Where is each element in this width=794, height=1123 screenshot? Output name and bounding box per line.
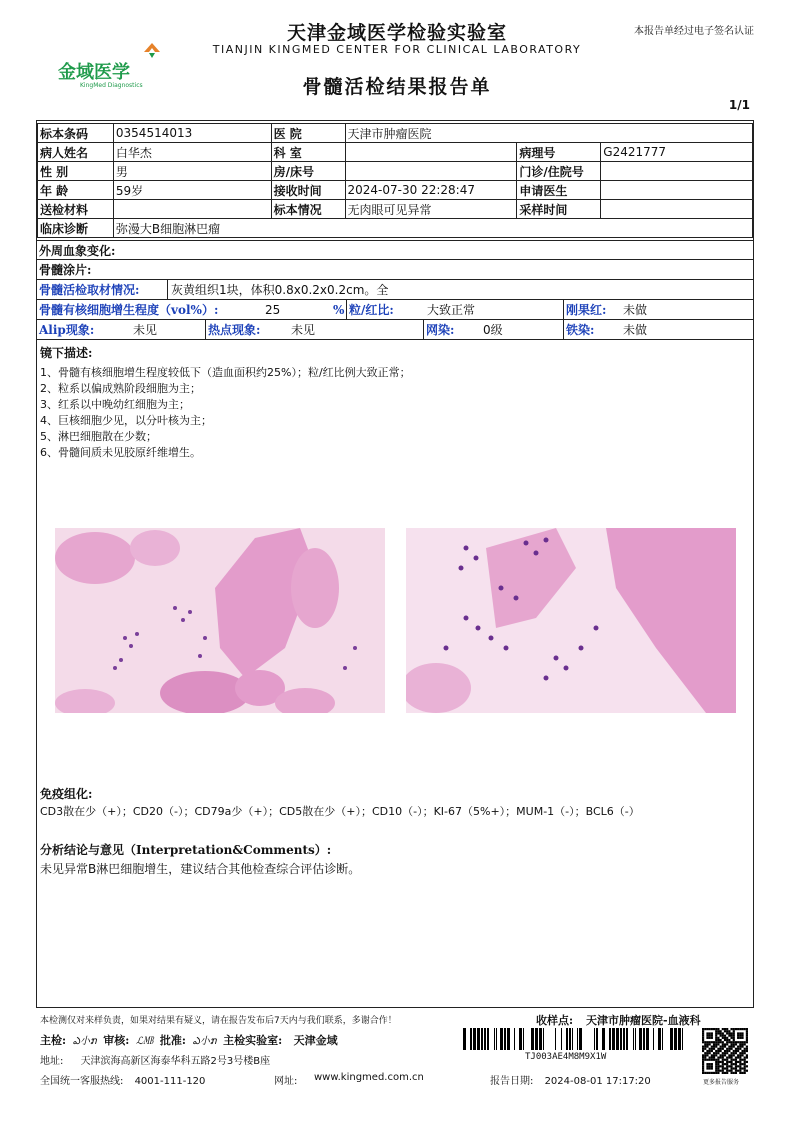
reticulin-label: 网染: xyxy=(426,323,455,337)
address: 天津滨海高新区海泰华科五路2号3号楼B座 xyxy=(80,1056,271,1067)
recv-time-label: 接收时间 xyxy=(271,181,345,200)
cellularity-label: 骨髓有核细胞增生程度（vol%）: xyxy=(39,303,219,317)
alip-row xyxy=(37,320,753,340)
hotspot-value: 未见 xyxy=(291,323,316,337)
ihc-value: CD3散在少（+）；CD20（-）；CD79a少（+）；CD5散在少（+）；CD10（-）；KI-67（5%+）；MUM-1（-）；BCL6（-） xyxy=(40,805,640,818)
bed xyxy=(345,162,517,181)
cellularity-row xyxy=(37,300,753,320)
micro-line: 4、巨核细胞少见，以分叶核为主； xyxy=(40,414,212,427)
collect-point: 天津市肿瘤医院-血液科 xyxy=(586,1014,701,1027)
approver-signature-icon: ఎ小ກ xyxy=(189,1036,220,1047)
logo-icon xyxy=(143,42,161,60)
micro-description xyxy=(40,365,411,461)
org-name-cn: 天津金域医学检验实验室 xyxy=(286,22,507,44)
micro-line: 2、粒系以偏成熟阶段细胞为主； xyxy=(40,382,201,395)
reviewer-label: 审核: xyxy=(103,1034,130,1047)
reviewer-signature-icon: ℒ㎆ xyxy=(132,1036,157,1047)
ihc-label: 免疫组化: xyxy=(40,787,93,801)
org-name-en: TIANJIN KINGMED CENTER FOR CLINICAL LABORATORY xyxy=(212,43,582,56)
collect-time-label: 采样时间 xyxy=(517,200,601,219)
collect-point-label: 收样点: xyxy=(536,1014,574,1027)
sample-code: 0354514013 xyxy=(113,124,271,143)
qr-caption: 更多报告服务 xyxy=(703,1079,740,1086)
ratio-label: 粒/红比: xyxy=(349,303,394,317)
diagnosis: 弥漫大B细胞淋巴瘤 xyxy=(113,219,752,238)
iron-label: 铁染: xyxy=(566,323,595,337)
page-number: 1/1 xyxy=(728,98,750,112)
qr-code-icon xyxy=(702,1028,748,1074)
micro-line: 5、淋巴细胞散在少数； xyxy=(40,430,157,443)
peripheral-label: 外周血象变化: xyxy=(37,240,753,260)
smear-label: 骨髓涂片: xyxy=(37,260,753,280)
conclusion-value: 未见异常B淋巴细胞增生，建议结合其他检查综合评估诊断。 xyxy=(40,862,361,876)
clinic-no xyxy=(601,162,753,181)
iron-value: 未做 xyxy=(623,323,648,337)
alip-value: 未见 xyxy=(133,323,158,337)
material-label: 送检材料 xyxy=(38,200,114,219)
path-no-label: 病理号 xyxy=(517,143,601,162)
material xyxy=(113,200,271,219)
patient-info-table xyxy=(37,123,753,238)
report-date-row xyxy=(490,1072,651,1087)
address-row xyxy=(40,1052,270,1067)
cellularity-unit: % xyxy=(333,303,345,317)
address-label: 地址: xyxy=(40,1056,64,1067)
patient-name: 白华杰 xyxy=(113,143,271,162)
recv-time: 2024-07-30 22:28:47 xyxy=(345,181,517,200)
sex: 男 xyxy=(113,162,271,181)
ratio-value: 大致正常 xyxy=(427,303,476,317)
collect-time xyxy=(601,200,753,219)
alip-label: Alip现象: xyxy=(39,323,95,337)
tester-label: 主检: xyxy=(40,1034,67,1047)
logo-subtext: KingMed Diagnostics xyxy=(80,82,143,89)
report-date: 2024-08-01 17:17:20 xyxy=(544,1076,651,1087)
doctor-label: 申请医生 xyxy=(517,181,601,200)
website: www.kingmed.com.cn xyxy=(314,1072,424,1083)
lab-label: 主检实验室: xyxy=(223,1034,283,1047)
disclaimer: 本检测仅对来样负责，如果对结果有疑义，请在报告发布后7天内与我们联系，多谢合作！ xyxy=(40,1016,397,1026)
reticulin-value: 0级 xyxy=(483,323,503,337)
micro-line: 6、骨髓间质未见胶原纤维增生。 xyxy=(40,446,201,459)
sample-state: 无肉眼可见异常 xyxy=(345,200,517,219)
conclusion-label: 分析结论与意见（Interpretation&Comments）: xyxy=(40,843,332,857)
contact-row xyxy=(40,1072,510,1087)
report-title: 骨髓活检结果报告单 xyxy=(302,76,492,98)
sex-label: 性 别 xyxy=(38,162,114,181)
micro-line: 3、红系以中晚幼红细胞为主； xyxy=(40,398,190,411)
barcode-icon xyxy=(460,1028,690,1050)
dept xyxy=(345,143,517,162)
doctor xyxy=(601,181,753,200)
lab: 天津金域 xyxy=(293,1034,338,1047)
histology-image-2 xyxy=(406,528,736,713)
micro-label: 镜下描述: xyxy=(40,346,93,360)
age-label: 年 龄 xyxy=(38,181,114,200)
clinic-no-label: 门诊/住院号 xyxy=(517,162,601,181)
logo-text: 金域医学 xyxy=(58,62,130,83)
tester-signature-icon: ఎ小ກ xyxy=(69,1036,100,1047)
cellularity-value: 25 xyxy=(265,303,281,317)
esign-note: 本报告单经过电子签名认证 xyxy=(634,26,754,37)
approver-label: 批准: xyxy=(159,1034,186,1047)
hospital-label: 医 院 xyxy=(271,124,345,143)
hotline-label: 全国统一客服热线: xyxy=(40,1076,124,1087)
biopsy-value: 灰黄组织1块，体积0.8x0.2x0.2cm。全 xyxy=(171,283,389,297)
signature-row xyxy=(40,1032,338,1049)
biopsy-label: 骨髓活检取材情况: xyxy=(39,283,140,297)
diagnosis-label: 临床诊断 xyxy=(38,219,114,238)
website-label: 网址: xyxy=(274,1076,298,1087)
micro-line: 1、骨髓有核细胞增生程度较低下（造血面积约25%）；粒/红比例大致正常； xyxy=(40,366,411,379)
sample-code-label: 标本条码 xyxy=(38,124,114,143)
biopsy-row xyxy=(37,280,753,300)
barcode-text: TJ003AE4M8M9X1W xyxy=(525,1052,607,1062)
report-date-label: 报告日期: xyxy=(490,1076,534,1087)
congo-label: 刚果红: xyxy=(566,303,607,317)
hotspot-label: 热点现象: xyxy=(208,323,261,337)
sample-state-label: 标本情况 xyxy=(271,200,345,219)
congo-value: 未做 xyxy=(623,303,648,317)
age: 59岁 xyxy=(113,181,271,200)
histology-image-1 xyxy=(55,528,385,713)
hospital: 天津市肿瘤医院 xyxy=(345,124,752,143)
path-no: G2421777 xyxy=(601,143,753,162)
hotline: 4001-111-120 xyxy=(134,1076,206,1087)
name-label: 病人姓名 xyxy=(38,143,114,162)
dept-label: 科 室 xyxy=(271,143,345,162)
bed-label: 房/床号 xyxy=(271,162,345,181)
